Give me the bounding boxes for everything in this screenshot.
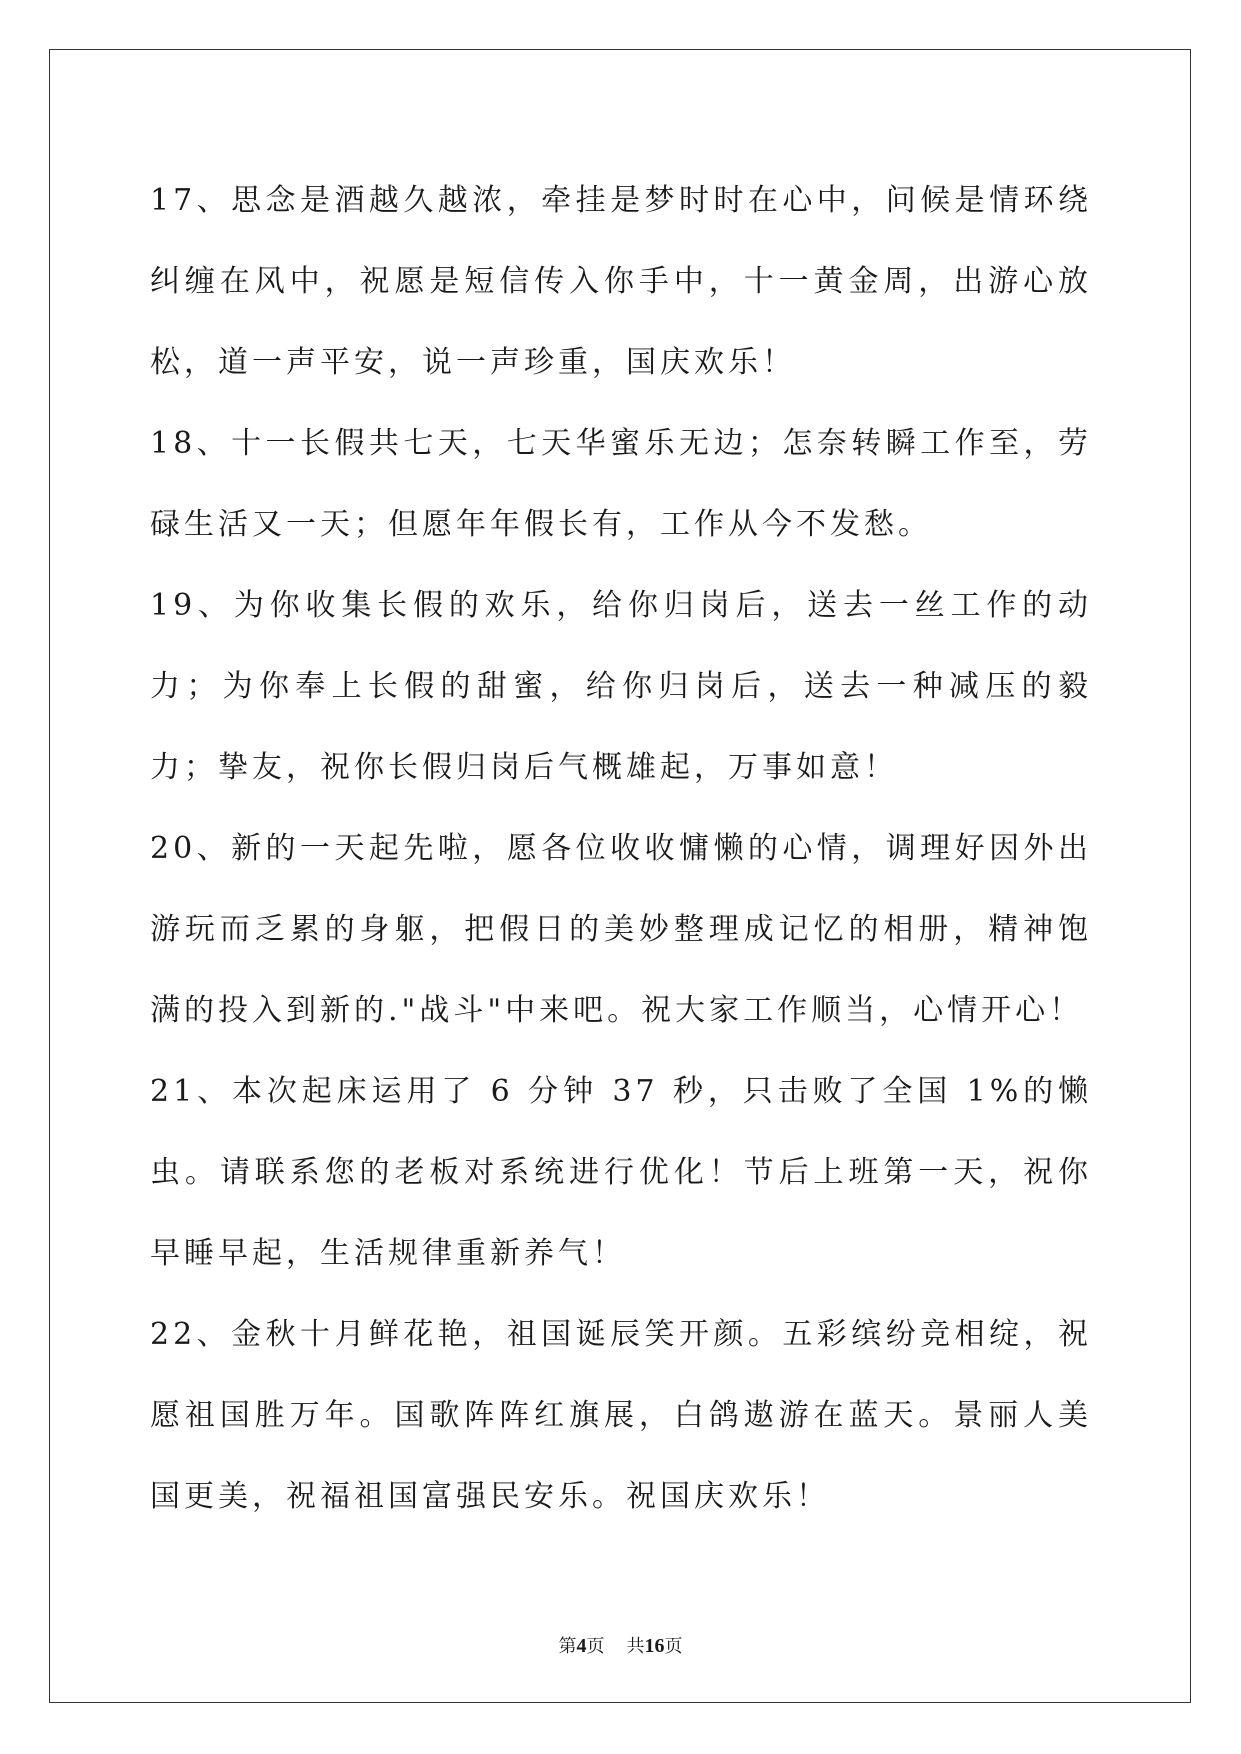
paragraph-20: 20、新的一天起先啦，愿各位收收慵懒的心情，调理好因外出游玩而乏累的身躯，把假日的美妙整理成记忆的相册，精神饱满的投入到新的."战斗"中来吧。祝大家工作顺当，心情开心！ — [150, 831, 1092, 1028]
document-body — [150, 160, 1092, 1537]
current-page-number: 4 — [576, 1635, 587, 1657]
paragraph-18: 18、十一长假共七天，七天华蜜乐无边；怎奈转瞬工作至，劳碌生活又一天；但愿年年假长有，工作从今不发愁。 — [150, 426, 1092, 542]
footer-total-prefix: 共 — [626, 1636, 645, 1657]
paragraph-21: 21、本次起床运用了 6 分钟 37 秒，只击败了全国 1%的懒虫。请联系您的老板对系统进行优化！节后上班第一天，祝你早睡早起，生活规律重新养气！ — [150, 1074, 1092, 1271]
paragraph-19: 19、为你收集长假的欢乐，给你归岗后，送去一丝工作的动力；为你奉上长假的甜蜜，给你归岗后，送去一种减压的毅力；挚友，祝你长假归岗后气概雄起，万事如意！ — [150, 588, 1092, 785]
page-footer — [0, 1632, 1241, 1658]
total-page-count: 16 — [644, 1635, 665, 1657]
footer-total-suffix: 页 — [664, 1636, 683, 1657]
paragraph-17: 17、思念是酒越久越浓，牵挂是梦时时在心中，问候是情环绕纠缠在风中，祝愿是短信传入你手中，十一黄金周，出游心放松，道一声平安，说一声珍重，国庆欢乐！ — [150, 183, 1092, 380]
footer-page-suffix: 页 — [586, 1636, 605, 1657]
paragraph-22: 22、金秋十月鲜花艳，祖国诞辰笑开颜。五彩缤纷竞相绽，祝愿祖国胜万年。国歌阵阵红旗展，白鸽遨游在蓝天。景丽人美国更美，祝福祖国富强民安乐。祝国庆欢乐！ — [150, 1317, 1092, 1514]
footer-prefix: 第 — [558, 1636, 577, 1657]
